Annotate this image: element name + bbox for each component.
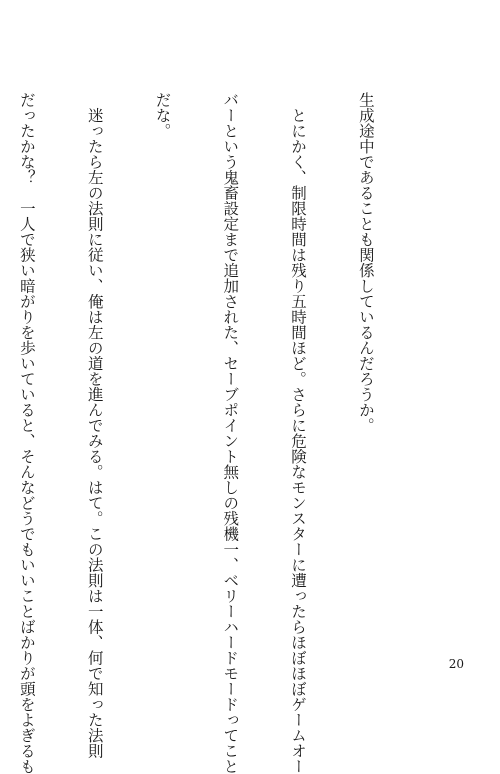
text-line: だな。 — [153, 92, 172, 139]
body-text — [17, 92, 422, 774]
page-number: 20 — [448, 657, 464, 671]
text-line: だったかな？ 一人で狭い暗がりを歩いていると、そんなどうでもいいことばかりが頭をよぎるも — [17, 92, 36, 774]
text-line: 迷ったら左の法則に従い、俺は左の道を進んでみる。はて。この法則は一体、何で知った法則 — [85, 92, 104, 759]
text-line: バーという鬼畜設定まで追加された、セーブポイント無しの残機一、ベリーハードモードってこと — [221, 92, 240, 774]
text-line: 生成途中であることも関係しているんだろうか。 — [356, 92, 375, 433]
text-line: とにかく、制限時間は残り五時間ほど。さらに危険なモンスターに遭ったらほぼほぼゲームオー — [289, 92, 308, 774]
